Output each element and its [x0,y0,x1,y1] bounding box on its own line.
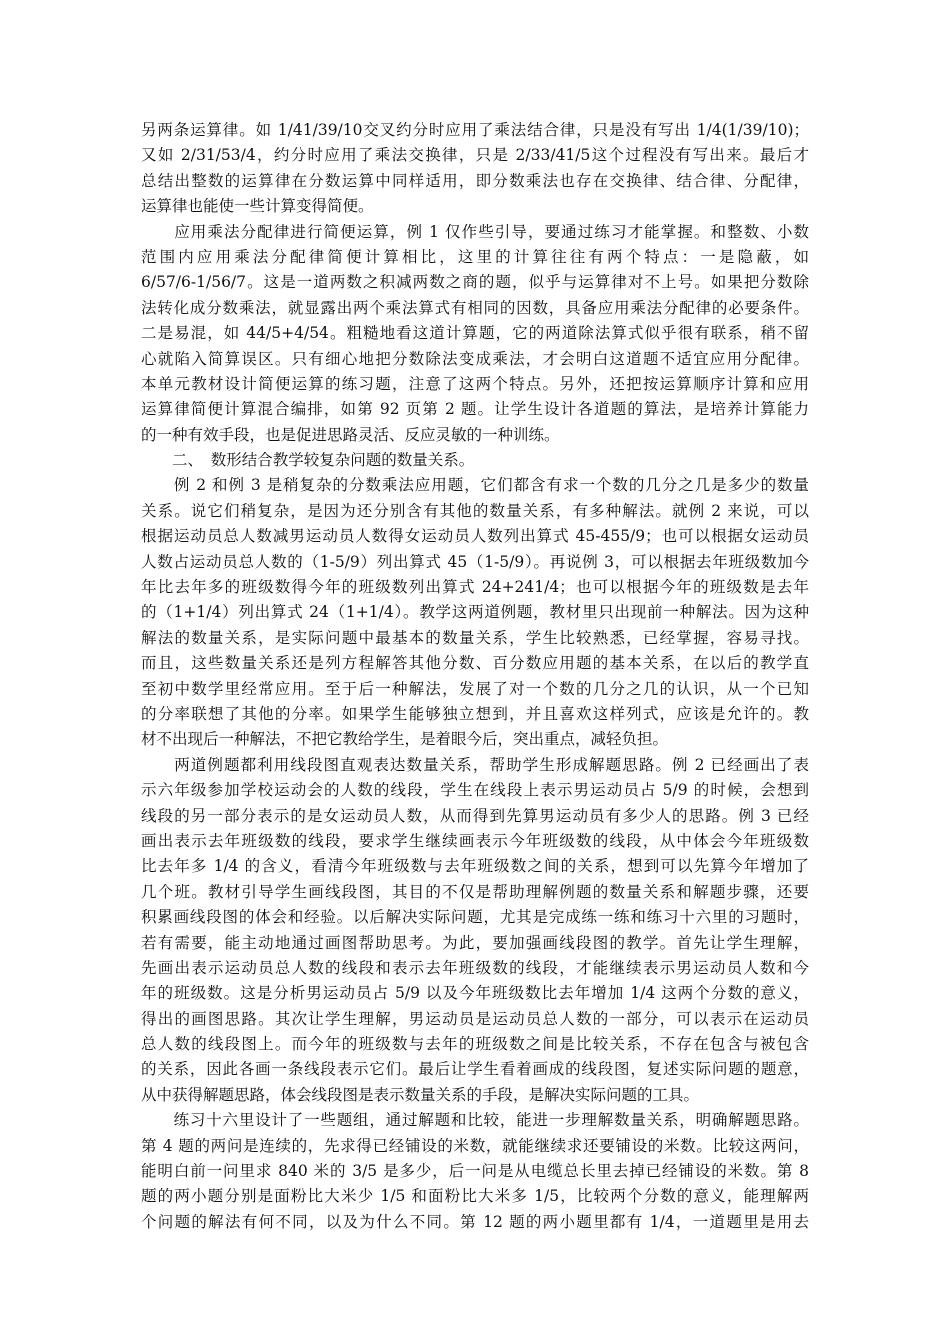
text-line: 解法的数量关系，是实际问题中最基本的数量关系，学生比较熟悉，已经掌握，容易寻找。 [141,628,809,647]
text-line: 运算律简便计算混合编排，如第 92 页第 2 题。让学生设计各道题的算法，是培养计算能力 [141,400,809,419]
text-line: 题的两小题分别是面粉比大米少 1/5 和面粉比大米多 1/5，比较两个分数的意义，能理解两 [141,1187,809,1206]
text-line: 6/57/6-1/56/7。这是一道两数之积减两数之商的题，似乎与运算律对不上号。如果把分数除 [141,273,809,292]
section-heading: 二、 数形结合教学较复杂问题的数量关系。 [141,451,475,470]
text-line: 例 2 和例 3 是稍复杂的分数乘法应用题，它们都含有求一个数的几分之几是多少的数量 [141,476,809,495]
text-line: 的关系，因此各画一条线段表示它们。最后让学生看着画成的线段图，复述实际问题的题意， [141,1060,809,1079]
text-line: 若有需要，能主动地通过画图帮助思考。为此，要加强画线段图的教学。首先让学生理解， [141,933,809,952]
text-line: 年的班级数。这是分析男运动员占 5/9 以及今年班级数比去年增加 1/4 这两个分数的意义， [141,984,809,1003]
text-line: 至初中数学里经常应用。至于后一种解法，发展了对一个数的几分之几的认识，从一个已知 [141,679,809,698]
text-line: 本单元教材设计简便运算的练习题，注意了这两个特点。另外，还把按运算顺序计算和应用 [141,374,809,393]
text-line: 运算律也能使一些计算变得简便。 [141,197,374,216]
text-line: 另两条运算律。如 1/41/39/10交叉约分时应用了乘法结合律，只是没有写出 1/4(1/39/10)； [141,121,809,139]
text-line: 几个班。教材引导学生画线段图，其目的不仅是帮助理解例题的数量关系和解题步骤，还要 [141,882,809,901]
text-line: 而且，这些数量关系还是列方程解答其他分数、百分数应用题的基本关系，在以后的教学直 [141,654,809,673]
text-line: 的分率联想了其他的分率。如果学生能够独立想到，并且喜欢这样列式，应该是允许的。教 [141,704,809,723]
text-line: 关系。说它们稍复杂，是因为还分别含有其他的数量关系，有多种解法。就例 2 来说，可以 [141,501,809,520]
text-line: 示六年级参加学校运动会的人数的线段，学生在线段上表示男运动员占 5/9 的时候，会想到 [141,781,809,800]
text-line: 个问题的解法有何不同，以及为什么不同。第 12 题的两小题里都有 1/4，一道题里是用去 [141,1212,809,1231]
document-page [141,118,809,1235]
text-line: 两道例题都利用线段图直观表达数量关系，帮助学生形成解题思路。例 2 已经画出了表 [141,755,809,774]
text-line: 积累画线段图的体会和经验。以后解决实际问题，尤其是完成练一练和练习十六里的习题时， [141,908,809,927]
text-line: 先画出表示运动员总人数的线段和表示去年班级数的线段，才能继续表示男运动员人数和今 [141,958,809,977]
text-line: 心就陷入简算误区。只有细心地把分数除法变成乘法，才会明白这道题不适宜应用分配律。 [141,349,809,368]
text-line: 法转化成分数乘法，就显露出两个乘法算式有相同的因数，具备应用乘法分配律的必要条件。 [141,298,809,317]
text-line: 比去年多 1/4 的含义，看清今年班级数与去年班级数之间的关系，想到可以先算今年增加了 [141,857,809,876]
text-line: 得出的画图思路。其次让学生理解，男运动员是运动员总人数的一部分，可以表示在运动员 [141,1009,809,1028]
text-line: 年比去年多的班级数得今年的班级数列出算式 24+241/4；也可以根据今年的班级数是去年 [141,578,809,597]
text-line: 线段的另一部分表示的是女运动员人数，从而得到先算男运动员有多少人的思路。例 3 已经 [141,806,809,825]
text-line: 范围内应用乘法分配律简便计算相比，这里的计算往往有两个特点：一是隐蔽，如 [141,247,809,266]
text-line: 人数占运动员总人数的（1-5/9）列出算式 45（1-5/9）。再说例 3，可以根据去年班级数加今 [141,552,809,571]
text-line: 材不出现后一种解法，不把它教给学生，是着眼今后，突出重点，减轻负担。 [141,730,669,749]
text-line: 应用乘法分配律进行简便运算，例 1 仅作些引导，要通过练习才能掌握。和整数、小数 [141,222,809,241]
text-line: 第 4 题的两问是连续的，先求得已经铺设的米数，就能继续求还要铺设的米数。比较这两问， [141,1136,809,1155]
text-line: 画出表示去年班级数的线段，要求学生继续画表示今年班级数的线段，从中体会今年班级数 [141,831,809,850]
text-line: 练习十六里设计了一些题组，通过解题和比较，能进一步理解数量关系，明确解题思路。 [141,1111,809,1130]
text-line: 总结出整数的运算律在分数运算中同样适用，即分数乘法也存在交换律、结合律、分配律， [141,171,809,190]
text-line: 能明白前一问里求 840 米的 3/5 是多少，后一问是从电缆总长里去掉已经铺设的米数。第 8 [141,1162,809,1181]
text-line: 二是易混，如 44/5+4/54。粗糙地看这道计算题，它的两道除法算式似乎很有联系，稍不留 [141,324,809,343]
text-line: 的一种有效手段，也是促进思路灵活、反应灵敏的一种训练。 [141,425,560,444]
text-line: 总人数的线段图上。而今年的班级数与去年的班级数之间是比较关系，不存在包含与被包含 [141,1035,809,1054]
text-line: 根据运动员总人数减男运动员人数得女运动员人数列出算式 45-455/9；也可以根据女运动员 [141,527,809,546]
text-line: 从中获得解题思路，体会线段图是表示数量关系的手段，是解决实际问题的工具。 [141,1085,700,1104]
text-line: 的（1+1/4）列出算式 24（1+1/4）。教学这两道例题，教材里只出现前一种解法。因为这种 [141,603,809,622]
text-line: 又如 2/31/53/4，约分时应用了乘法交换律，只是 2/33/41/5这个过程没有写出来。最后才 [141,146,809,165]
